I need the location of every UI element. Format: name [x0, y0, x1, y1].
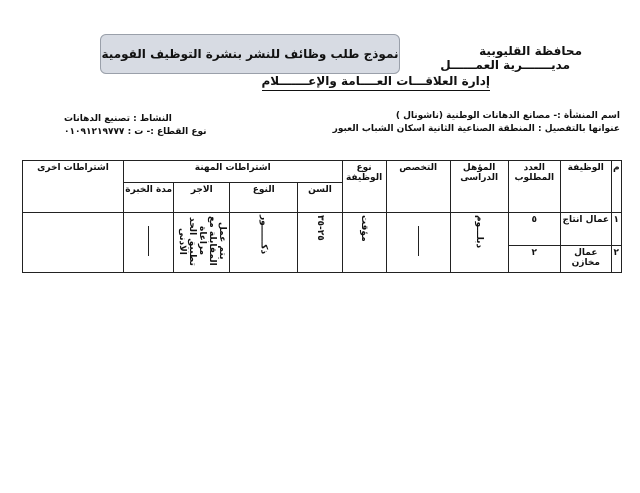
- org-department: إدارة العلاقـــات العــــامة والإعـــــــلام: [262, 74, 490, 91]
- establishment-sector-phone: نوع القطاع :- ت : ٠١٠٩١٢١٩٧٧٧: [64, 127, 207, 137]
- establishment-activity: النشاط : تصنيع الدهانات: [64, 114, 172, 124]
- cell-specialty: [386, 213, 450, 273]
- header-specialty: التخصص: [386, 161, 450, 213]
- header-profession-conditions: اشتراطات المهنة: [123, 161, 342, 183]
- specialty-dash: [418, 226, 419, 256]
- header-gender: النوع: [230, 183, 298, 213]
- header-salary: الاجر: [174, 183, 230, 213]
- cell-gender: [230, 213, 298, 273]
- header-num: م: [611, 161, 622, 213]
- header-experience: مدة الخبرة: [123, 183, 173, 213]
- salary-value: يتم عمل المقابلة مع مراعاة تطبيق الحد الادنى: [176, 216, 227, 266]
- age-value: ٢٥-٣٥: [314, 215, 325, 241]
- header-age: السن: [298, 183, 342, 213]
- table-row: [23, 213, 622, 246]
- header-job-type: نوع الوظيفة: [342, 161, 386, 213]
- row-num: ٢: [611, 246, 622, 273]
- header-count: العدد المطلوب: [508, 161, 561, 213]
- form-title: نموذج طلب وظائف للنشر بنشرة التوظيف القومية: [101, 47, 399, 61]
- row-job: عمال انتاج: [561, 213, 611, 246]
- header-other-conditions: اشتراطات اخرى: [23, 161, 124, 213]
- cell-salary: [174, 213, 230, 273]
- establishment-address: عنوانها بالتفصيل : المنطقة الصناعية الثانية اسكان الشباب العبور: [332, 124, 620, 134]
- row-count: ٢: [508, 246, 561, 273]
- cell-age: [298, 213, 342, 273]
- row-num: ١: [611, 213, 622, 246]
- cell-other-conditions: [23, 213, 124, 273]
- header-qualification: المؤهل الدراسى: [450, 161, 508, 213]
- experience-dash: [148, 226, 149, 256]
- jobs-table: [22, 160, 622, 273]
- gender-value: ذكــــــور: [258, 215, 269, 255]
- row-job: عمال مخازن: [561, 246, 611, 273]
- cell-qualification: [450, 213, 508, 273]
- org-governorate: محافظة القليوبية: [479, 44, 582, 58]
- qualification-value: دبلـــوم: [474, 215, 485, 249]
- org-directorate: مديـــــــرية العمــــــل: [440, 58, 570, 72]
- cell-job-type: [342, 213, 386, 273]
- row-count: ٥: [508, 213, 561, 246]
- establishment-name: اسم المنشأة :- مصانع الدهانات الوطنية (ناشونال ): [395, 111, 620, 121]
- form-title-box: [100, 34, 400, 74]
- header-job: الوظيفة: [561, 161, 611, 213]
- cell-experience: [123, 213, 173, 273]
- job-type-value: مؤقت: [359, 215, 370, 242]
